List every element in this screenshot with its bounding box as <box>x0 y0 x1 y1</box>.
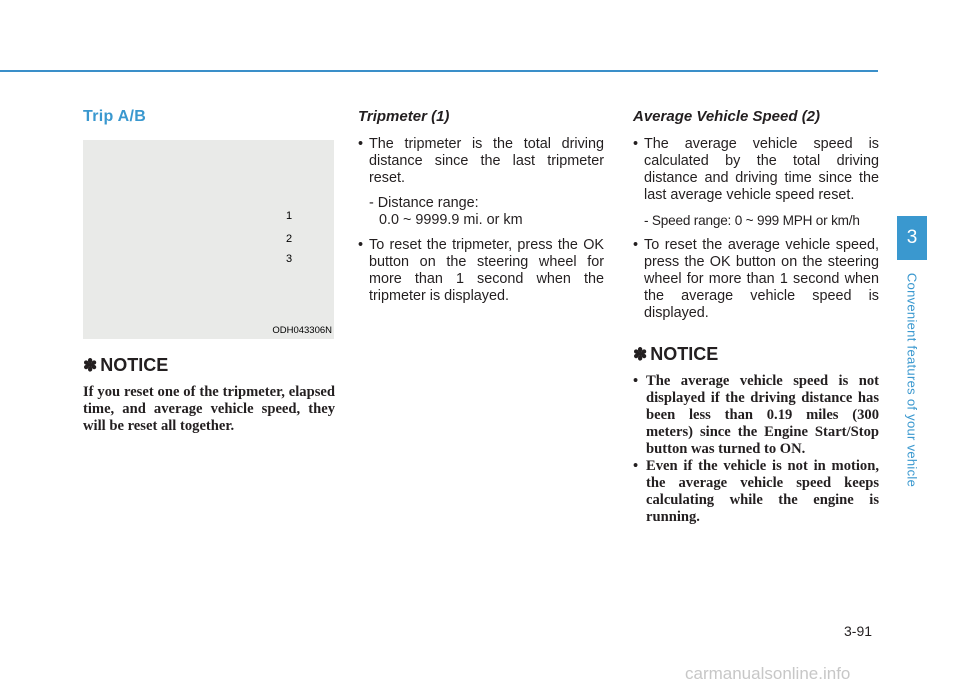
notice-title <box>83 355 335 376</box>
bullet-dot: • <box>633 237 639 253</box>
avg-speed-bullet-1 <box>633 136 879 204</box>
bullet-dot: • <box>633 136 639 152</box>
bullet-dot: • <box>358 237 364 253</box>
figure-label-3: 3 <box>286 253 293 265</box>
notice-label: NOTICE <box>100 355 169 375</box>
page-number: 3-91 <box>844 623 873 639</box>
average-speed-heading: Average Vehicle Speed (2) <box>633 108 821 125</box>
distance-range-label: - Distance range: <box>369 195 479 211</box>
distance-range-value: 0.0 ~ 9999.9 mi. or km <box>379 212 523 228</box>
chapter-title: Convenient features of your vehicle <box>904 272 920 488</box>
bullet-dot: • <box>633 373 639 389</box>
chapter-number-tab: 3 <box>897 216 927 260</box>
watermark: carmanualsonline.info <box>685 664 851 683</box>
tripmeter-bullet-2 <box>358 237 604 305</box>
distance-range <box>358 195 604 229</box>
notice-label: NOTICE <box>650 344 719 364</box>
bullet-text: To reset the tripmeter, press the OK button on the steering wheel for more than 1 second when the tripmeter is displayed. <box>369 237 604 304</box>
notice-bullet-text: Even if the vehicle is not in motion, the average vehicle speed keeps calculating while the engine is running. <box>646 458 879 525</box>
bullet-text: The average vehicle speed is calculated by the total driving distance and driving time since the last average vehicle speed reset. <box>644 136 879 203</box>
figure-caption: ODH043306N <box>272 325 332 336</box>
tripmeter-heading: Tripmeter (1) <box>358 108 450 125</box>
cluster-figure <box>83 140 334 339</box>
figure-label-1: 1 <box>286 210 293 222</box>
notice-bullet-1 <box>633 373 879 458</box>
notice-star-icon: ✽ <box>83 355 98 375</box>
middle-column <box>358 108 604 313</box>
avg-speed-bullet-2 <box>633 237 879 322</box>
right-column <box>633 108 879 526</box>
notice-bullet-2 <box>633 458 879 526</box>
tripmeter-bullet-1 <box>358 136 604 187</box>
section-title: Trip A/B <box>83 108 147 125</box>
bullet-text: The tripmeter is the total driving distance since the last tripmeter reset. <box>369 136 604 186</box>
bullet-dot: • <box>358 136 364 152</box>
header-rule <box>0 70 878 72</box>
speed-range: - Speed range: 0 ~ 999 MPH or km/h <box>644 213 860 228</box>
notice-text: If you reset one of the tripmeter, elapsed time, and average vehicle speed, they will be reset all together. <box>83 384 335 434</box>
notice-star-icon: ✽ <box>633 344 648 364</box>
figure-label-2: 2 <box>286 233 293 245</box>
notice-title <box>633 344 879 365</box>
bullet-dot: • <box>633 458 639 474</box>
notice-bullet-text: The average vehicle speed is not displayed if the driving distance has been less than 0.19 miles (300 meters) since the Engine Start/Stop button was turned to ON. <box>646 373 879 457</box>
bullet-text: To reset the average vehicle speed, press the OK button on the steering wheel for more than 1 second when the average vehicle speed is displayed. <box>644 237 879 321</box>
left-column <box>83 108 335 435</box>
